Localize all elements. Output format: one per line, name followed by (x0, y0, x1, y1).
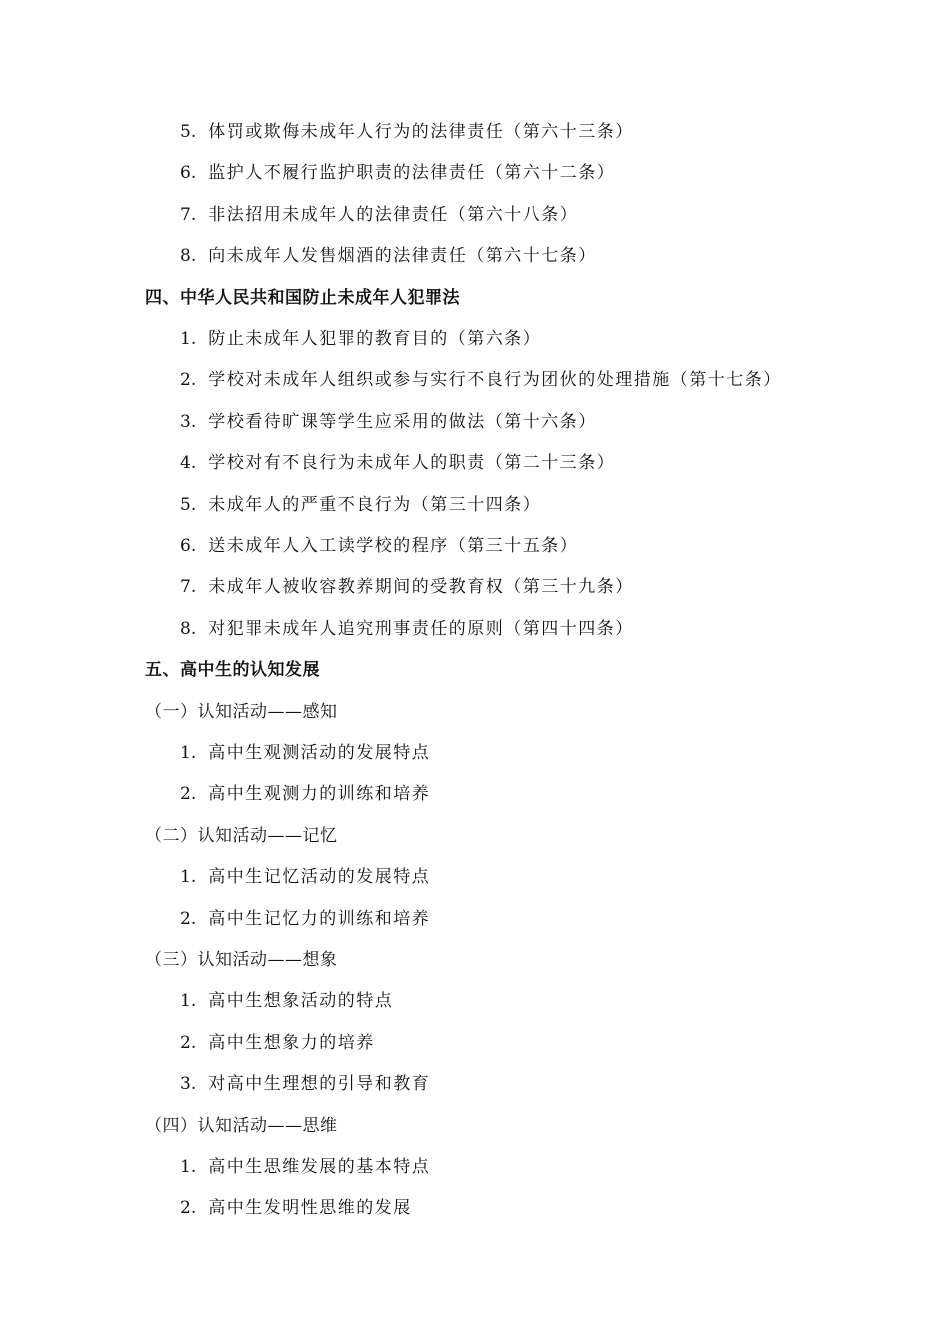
list-item (180, 742, 430, 764)
item-number: 1. (180, 329, 197, 349)
list-item (180, 990, 393, 1012)
item-number: 8. (180, 246, 197, 267)
subsection-heading: （一）认知活动——感知 (145, 701, 338, 722)
item-number: 5. (180, 122, 197, 142)
list-item (180, 535, 578, 557)
item-number: 6. (180, 163, 197, 184)
list-item (180, 908, 430, 930)
item-number: 2. (180, 370, 197, 391)
list-item (180, 1032, 375, 1054)
list-item (180, 783, 430, 805)
list-item (180, 328, 541, 350)
list-item (180, 576, 634, 598)
item-text: 未成年人的严重不良行为（第三十四条） (208, 494, 542, 515)
list-item (180, 1156, 430, 1178)
list-item (180, 866, 430, 888)
item-number: 6. (180, 536, 197, 556)
item-number: 2. (180, 1032, 197, 1053)
item-number: 7. (180, 577, 197, 598)
item-text: 高中生记忆力的训练和培养 (208, 908, 431, 929)
item-number: 2. (180, 908, 197, 929)
item-text: 高中生观测活动的发展特点 (208, 743, 431, 763)
item-text: 学校对未成年人组织或参与实行不良行为团伙的处理措施（第十七条） (208, 370, 782, 391)
item-text: 高中生记忆活动的发展特点 (208, 867, 431, 888)
item-number: 1. (180, 743, 197, 763)
list-item (180, 618, 634, 640)
list-item (180, 452, 615, 474)
section-heading: 五、高中生的认知发展 (145, 660, 320, 681)
list-item (180, 411, 597, 433)
item-text: 对犯罪未成年人追究刑事责任的原则（第四十四条） (208, 618, 634, 639)
item-number: 2. (180, 1198, 197, 1219)
item-number: 1. (180, 991, 197, 1012)
list-item (180, 121, 634, 143)
item-text: 学校对有不良行为未成年人的职责（第二十三条） (208, 453, 616, 474)
item-number: 8. (180, 618, 197, 639)
item-number: 5. (180, 494, 197, 515)
item-text: 高中生发明性思维的发展 (208, 1198, 412, 1219)
item-text: 体罚或欺侮未成年人行为的法律责任（第六十三条） (208, 122, 634, 142)
subsection-heading: （二）认知活动——记忆 (145, 825, 338, 846)
item-text: 高中生观测力的训练和培养 (208, 784, 431, 805)
item-number: 2. (180, 784, 197, 805)
item-text: 防止未成年人犯罪的教育目的（第六条） (208, 329, 542, 349)
item-text: 送未成年人入工读学校的程序（第三十五条） (208, 536, 579, 556)
list-item (180, 245, 597, 267)
item-text: 监护人不履行监护职责的法律责任（第六十二条） (208, 163, 616, 184)
item-text: 学校看待旷课等学生应采用的做法（第十六条） (208, 411, 597, 432)
list-item (180, 1197, 412, 1219)
item-number: 7. (180, 204, 197, 225)
list-item (180, 494, 541, 516)
item-number: 1. (180, 1157, 197, 1177)
subsection-heading: （三）认知活动——想象 (145, 950, 338, 970)
item-text: 非法招用未成年人的法律责任（第六十八条） (208, 204, 579, 225)
item-number: 3. (180, 411, 197, 432)
subsection-heading: （四）认知活动——思维 (145, 1115, 338, 1136)
item-text: 高中生想象活动的特点 (208, 991, 394, 1012)
list-item (180, 369, 782, 391)
list-item (180, 1073, 430, 1095)
item-text: 未成年人被收容教养期间的受教育权（第三十九条） (208, 577, 634, 598)
section-heading: 四、中华人民共和国防止未成年人犯罪法 (145, 287, 460, 308)
item-number: 3. (180, 1074, 197, 1095)
item-text: 向未成年人发售烟酒的法律责任（第六十七条） (208, 246, 597, 267)
item-text: 对高中生理想的引导和教育 (208, 1074, 431, 1095)
item-number: 1. (180, 867, 197, 888)
item-number: 4. (180, 453, 197, 474)
list-item (180, 204, 578, 226)
list-item (180, 162, 615, 184)
item-text: 高中生思维发展的基本特点 (208, 1157, 431, 1177)
item-text: 高中生想象力的培养 (208, 1032, 375, 1053)
